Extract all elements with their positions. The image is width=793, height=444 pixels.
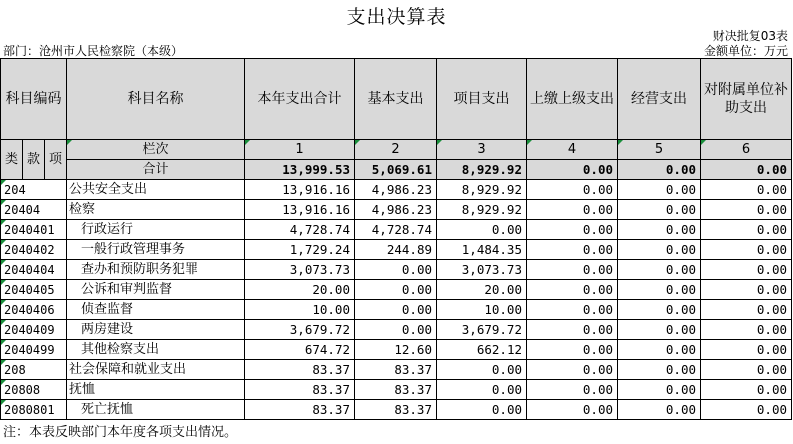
amount-cell: 0.00 xyxy=(437,380,527,400)
amount-cell: 0.00 xyxy=(618,300,701,320)
subject-code-cell: 2040404 xyxy=(1,260,67,280)
amount-cell: 0.00 xyxy=(527,380,618,400)
subject-code-cell: 2040499 xyxy=(1,340,67,360)
amount-cell: 83.37 xyxy=(245,360,355,380)
amount-cell: 0.00 xyxy=(527,400,618,420)
amount-cell: 20.00 xyxy=(437,280,527,300)
amount-cell: 0.00 xyxy=(618,180,701,200)
footnote: 注：本表反映部门本年度各项支出情况。 xyxy=(3,425,238,440)
amount-cell: 83.37 xyxy=(355,400,437,420)
amount-cell: 0.00 xyxy=(527,180,618,200)
amount-cell: 0.00 xyxy=(355,260,437,280)
header-upper: 上缴上级支出 xyxy=(527,59,618,140)
column-number: 2 xyxy=(355,140,437,160)
amount-cell: 0.00 xyxy=(437,360,527,380)
amount-cell: 0.00 xyxy=(355,320,437,340)
table-row xyxy=(1,280,792,300)
header-total: 本年支出合计 xyxy=(245,59,355,140)
amount-cell: 0.00 xyxy=(618,280,701,300)
amount-cell: 0.00 xyxy=(701,300,792,320)
amount-cell: 1,729.24 xyxy=(245,240,355,260)
amount-cell: 83.37 xyxy=(355,380,437,400)
amount-cell: 4,728.74 xyxy=(355,220,437,240)
subject-code-cell: 2040409 xyxy=(1,320,67,340)
header-lanci: 栏次 xyxy=(67,140,245,160)
header-heji: 合计 xyxy=(67,160,245,180)
amount-cell: 0.00 xyxy=(527,360,618,380)
subject-name-cell: 行政运行 xyxy=(67,220,245,240)
amount-cell: 0.00 xyxy=(437,400,527,420)
amount-cell: 4,986.23 xyxy=(355,200,437,220)
amount-cell: 0.00 xyxy=(701,320,792,340)
amount-cell: 662.12 xyxy=(437,340,527,360)
table-row xyxy=(1,220,792,240)
amount-cell: 0.00 xyxy=(701,380,792,400)
amount-cell: 244.89 xyxy=(355,240,437,260)
total-cell: 8,929.92 xyxy=(437,160,527,180)
table-row xyxy=(1,200,792,220)
table-row xyxy=(1,400,792,420)
header-subject-code: 科目编码 xyxy=(1,59,67,140)
table-body xyxy=(1,180,792,420)
subject-name-cell: 社会保障和就业支出 xyxy=(67,360,245,380)
subject-code-cell: 204 xyxy=(1,180,67,200)
amount-cell: 1,484.35 xyxy=(437,240,527,260)
amount-cell: 4,986.23 xyxy=(355,180,437,200)
amount-cell: 13,916.16 xyxy=(245,200,355,220)
amount-cell: 0.00 xyxy=(618,220,701,240)
amount-cell: 3,073.73 xyxy=(245,260,355,280)
total-cell: 0.00 xyxy=(618,160,701,180)
amount-cell: 0.00 xyxy=(527,260,618,280)
form-number: 财决批复03表 xyxy=(712,29,788,43)
subject-name-cell: 抚恤 xyxy=(67,380,245,400)
total-cell: 0.00 xyxy=(527,160,618,180)
subject-name-cell: 其他检察支出 xyxy=(67,340,245,360)
amount-cell: 20.00 xyxy=(245,280,355,300)
subject-name-cell: 一般行政管理事务 xyxy=(67,240,245,260)
subject-code-cell: 2040401 xyxy=(1,220,67,240)
department-label: 部门：沧州市人民检察院（本级） xyxy=(3,44,184,58)
subject-code-cell: 2040406 xyxy=(1,300,67,320)
header-project: 项目支出 xyxy=(437,59,527,140)
amount-cell: 0.00 xyxy=(618,340,701,360)
amount-cell: 8,929.92 xyxy=(437,180,527,200)
header-lei: 类 xyxy=(1,140,23,180)
table-row xyxy=(1,340,792,360)
subject-name-cell: 检察 xyxy=(67,200,245,220)
amount-cell: 0.00 xyxy=(701,200,792,220)
amount-cell: 0.00 xyxy=(618,320,701,340)
amount-cell: 0.00 xyxy=(527,200,618,220)
header-affiliated: 对附属单位补助支出 xyxy=(701,59,792,140)
amount-cell: 0.00 xyxy=(701,220,792,240)
amount-cell: 0.00 xyxy=(527,220,618,240)
table-row xyxy=(1,380,792,400)
column-number: 6 xyxy=(701,140,792,160)
header-xiang: 项 xyxy=(45,140,67,180)
amount-cell: 0.00 xyxy=(701,280,792,300)
header-basic: 基本支出 xyxy=(355,59,437,140)
subject-name-cell: 公共安全支出 xyxy=(67,180,245,200)
amount-cell: 0.00 xyxy=(701,180,792,200)
amount-cell: 0.00 xyxy=(618,200,701,220)
subject-code-cell: 2080801 xyxy=(1,400,67,420)
subject-code-cell: 2040405 xyxy=(1,280,67,300)
amount-cell: 12.60 xyxy=(355,340,437,360)
amount-cell: 0.00 xyxy=(618,260,701,280)
table-row xyxy=(1,180,792,200)
amount-cell: 0.00 xyxy=(701,400,792,420)
subject-name-cell: 两房建设 xyxy=(67,320,245,340)
amount-cell: 0.00 xyxy=(355,280,437,300)
amount-cell: 83.37 xyxy=(245,400,355,420)
amount-cell: 3,073.73 xyxy=(437,260,527,280)
header-kuan: 款 xyxy=(23,140,45,180)
subject-name-cell: 查办和预防职务犯罪 xyxy=(67,260,245,280)
table-row xyxy=(1,320,792,340)
unit-label: 金额单位：万元 xyxy=(703,44,788,58)
table-row xyxy=(1,240,792,260)
column-number: 3 xyxy=(437,140,527,160)
total-cell: 0.00 xyxy=(701,160,792,180)
amount-cell: 10.00 xyxy=(245,300,355,320)
table-row xyxy=(1,260,792,280)
amount-cell: 0.00 xyxy=(527,240,618,260)
subject-code-cell: 20808 xyxy=(1,380,67,400)
subject-name-cell: 公诉和审判监督 xyxy=(67,280,245,300)
amount-cell: 0.00 xyxy=(618,400,701,420)
amount-cell: 674.72 xyxy=(245,340,355,360)
subject-code-cell: 2040402 xyxy=(1,240,67,260)
page-title: 支出决算表 xyxy=(346,6,447,28)
amount-cell: 0.00 xyxy=(527,320,618,340)
header-operating: 经营支出 xyxy=(618,59,701,140)
column-number: 4 xyxy=(527,140,618,160)
amount-cell: 0.00 xyxy=(618,380,701,400)
amount-cell: 0.00 xyxy=(437,220,527,240)
amount-cell: 83.37 xyxy=(355,360,437,380)
amount-cell: 0.00 xyxy=(701,260,792,280)
amount-cell: 0.00 xyxy=(701,340,792,360)
amount-cell: 0.00 xyxy=(527,300,618,320)
amount-cell: 8,929.92 xyxy=(437,200,527,220)
amount-cell: 3,679.72 xyxy=(245,320,355,340)
expenditure-table xyxy=(0,58,792,420)
amount-cell: 13,916.16 xyxy=(245,180,355,200)
subject-code-cell: 208 xyxy=(1,360,67,380)
amount-cell: 0.00 xyxy=(355,300,437,320)
column-number: 1 xyxy=(245,140,355,160)
total-cell: 5,069.61 xyxy=(355,160,437,180)
total-cell: 13,999.53 xyxy=(245,160,355,180)
table-row xyxy=(1,360,792,380)
subject-code-cell: 20404 xyxy=(1,200,67,220)
amount-cell: 0.00 xyxy=(527,280,618,300)
amount-cell: 0.00 xyxy=(701,240,792,260)
amount-cell: 3,679.72 xyxy=(437,320,527,340)
amount-cell: 0.00 xyxy=(618,240,701,260)
subject-name-cell: 死亡抚恤 xyxy=(67,400,245,420)
column-number: 5 xyxy=(618,140,701,160)
amount-cell: 10.00 xyxy=(437,300,527,320)
subject-name-cell: 侦查监督 xyxy=(67,300,245,320)
amount-cell: 4,728.74 xyxy=(245,220,355,240)
amount-cell: 0.00 xyxy=(618,360,701,380)
amount-cell: 83.37 xyxy=(245,380,355,400)
amount-cell: 0.00 xyxy=(527,340,618,360)
table-row xyxy=(1,300,792,320)
header-subject-name: 科目名称 xyxy=(67,59,245,140)
amount-cell: 0.00 xyxy=(701,360,792,380)
